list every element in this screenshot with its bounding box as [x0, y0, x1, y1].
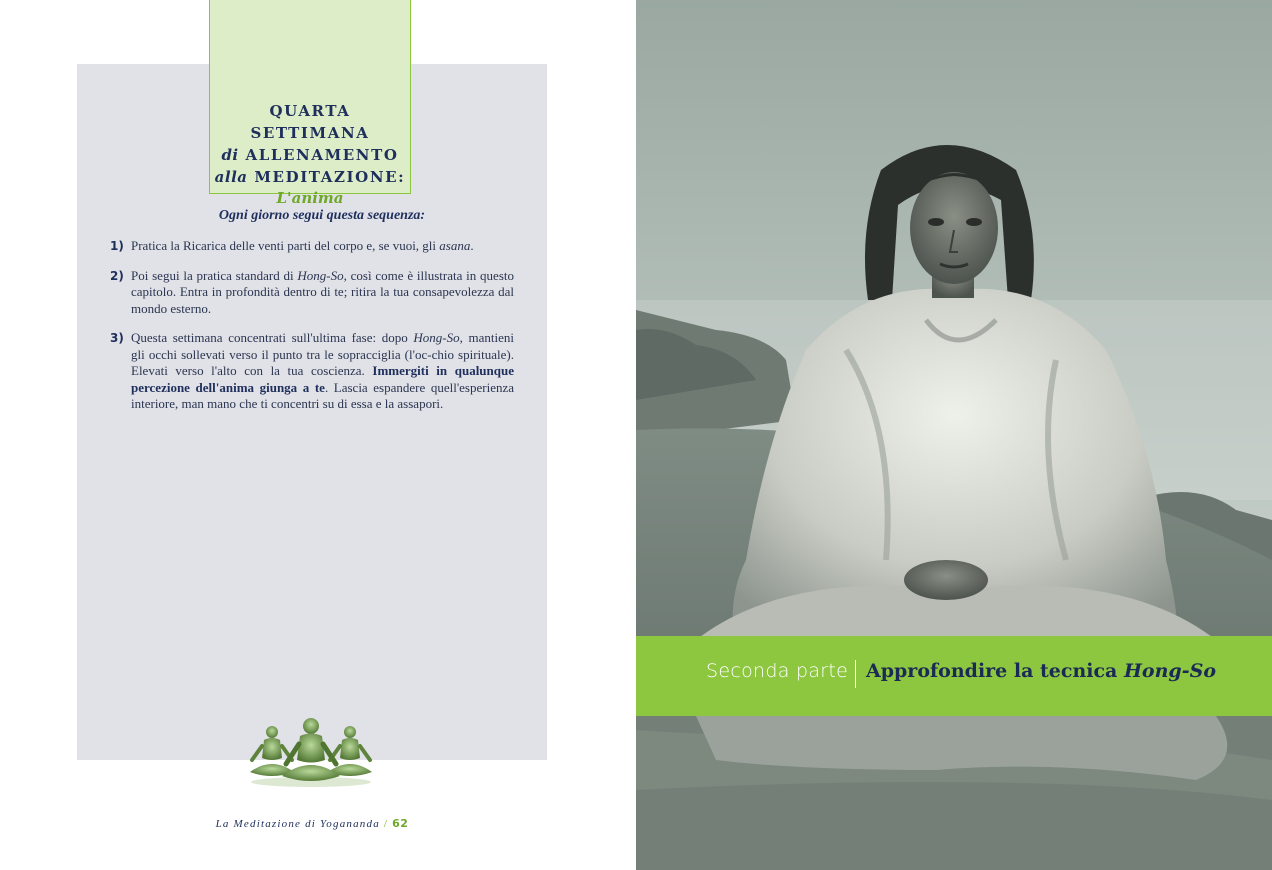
- book-title: La Meditazione di Yogananda: [215, 818, 380, 830]
- steps-list: [110, 238, 514, 426]
- section-banner: [636, 636, 1272, 716]
- list-item: 3) Questa settimana concentrati sull'ultima fase: dopo Hong-So, mantieni gli occhi sollevati verso il punto tra le sopracciglia (l'oc-chio spirituale). Elevati verso l'alto con la tua coscienza. Immergiti in qualunque percezione dell'anima giunga a te. Lascia espandere quell'esperienza interiore, man mano che ti concentri su di essa e la assapori.: [110, 330, 515, 411]
- page-footer: [77, 817, 547, 830]
- list-item: 1) Pratica la Ricarica delle venti parti del corpo e, se vuoi, gli asana.: [110, 238, 474, 253]
- title-line-2: di ALLENAMENTO: [221, 146, 399, 164]
- title-line-3: alla MEDITAZIONE:: [214, 168, 406, 186]
- part-label: Seconda parte: [706, 660, 849, 682]
- page-number: 62: [392, 817, 409, 830]
- right-page: [636, 0, 1272, 870]
- meditating-figures-icon: [246, 712, 376, 788]
- title-line-1: QUARTA SETTIMANA: [250, 102, 370, 142]
- list-item: 2) Poi segui la pratica standard di Hong-So, così come è illustrata in questo capitolo. Entra in profondità dentro di te; ritira la tua consapevolezza dal mondo esterno.: [110, 267, 514, 316]
- step-number: 1): [110, 239, 124, 253]
- section-title: Approfondire la tecnica Hong-So: [866, 660, 1216, 682]
- title-subtitle: L'anima: [276, 189, 344, 207]
- banner-divider: [855, 660, 856, 688]
- portrait-photo: [636, 0, 1272, 870]
- step-number: 3): [110, 331, 124, 345]
- footer-separator: /: [383, 818, 389, 830]
- step-number: 2): [110, 268, 124, 283]
- chapter-title-box: [209, 0, 411, 207]
- intro-text: Ogni giorno segui questa sequenza:: [218, 208, 426, 223]
